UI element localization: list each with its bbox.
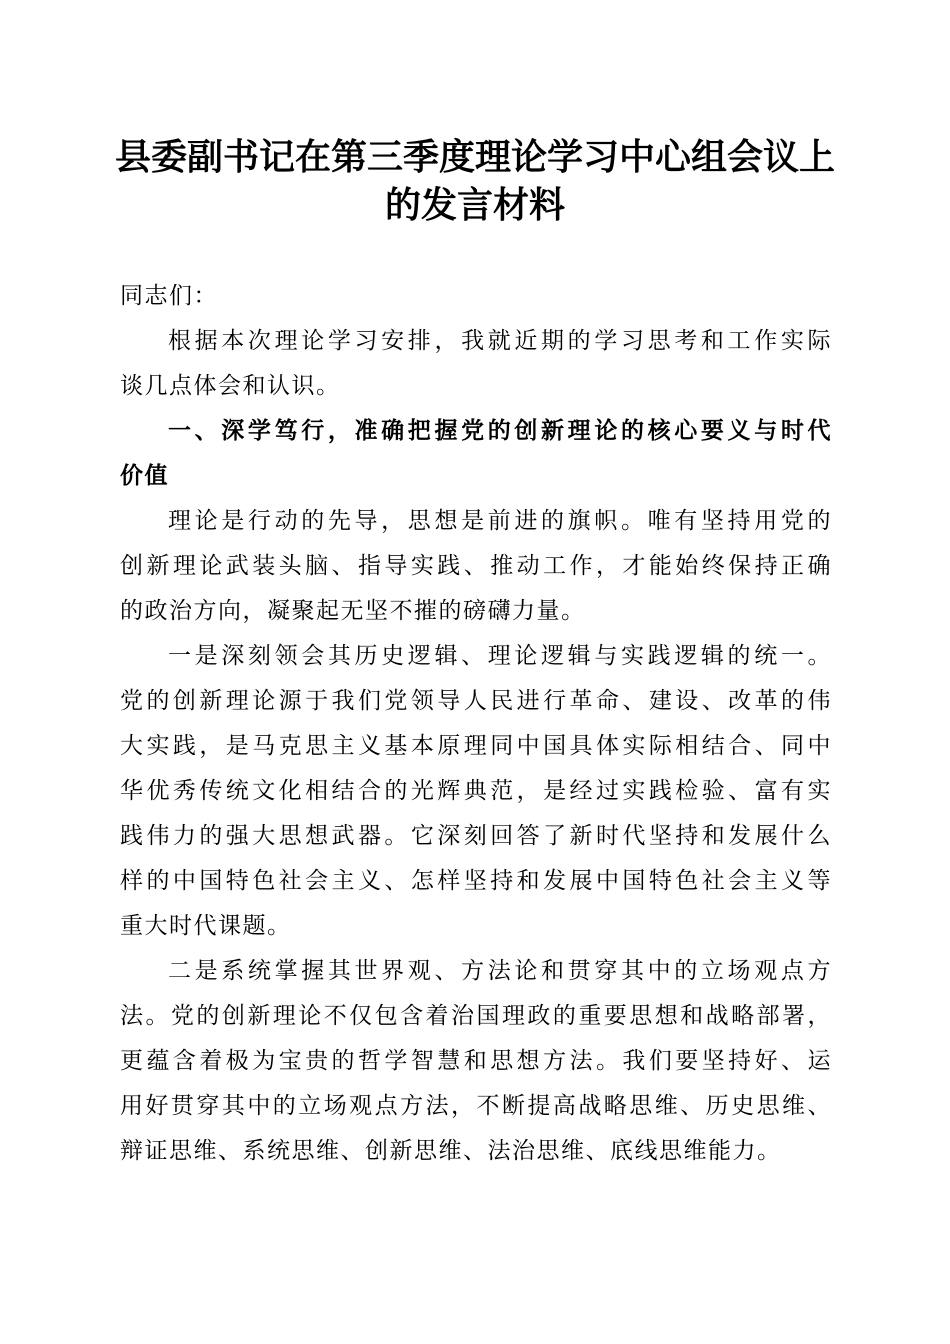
point-one-paragraph bbox=[120, 634, 832, 949]
intro-paragraph bbox=[120, 319, 832, 409]
document-title bbox=[100, 133, 850, 229]
text-line: 谈几点体会和认识。 bbox=[120, 373, 341, 399]
text-line: 践伟力的强大思想武器。它深刻回答了新时代坚持和发展什么 bbox=[120, 823, 832, 849]
text-line: 样的中国特色社会主义、怎样坚持和发展中国特色社会主义等 bbox=[120, 868, 832, 894]
text-line: 大实践，是马克思主义基本原理同中国具体实际相结合、同中 bbox=[120, 733, 832, 759]
text-line: 辩证思维、系统思维、创新思维、法治思维、底线思维能力。 bbox=[120, 1138, 782, 1164]
text-line: 法。党的创新理论不仅包含着治国理政的重要思想和战略部署， bbox=[120, 1003, 832, 1029]
salutation bbox=[120, 274, 832, 319]
text-line: 二是系统掌握其世界观、方法论和贯穿其中的立场观点方 bbox=[168, 958, 832, 984]
text-line: 理论是行动的先导，思想是前进的旗帜。唯有坚持用党的 bbox=[168, 508, 832, 534]
title-line: 县委副书记在第三季度理论学习中心组会议上 bbox=[114, 136, 835, 178]
text-line: 华优秀传统文化相结合的光辉典范，是经过实践检验、富有实 bbox=[120, 778, 832, 804]
text-line: 一是深刻领会其历史逻辑、理论逻辑与实践逻辑的统一。 bbox=[168, 643, 832, 669]
section-heading bbox=[120, 409, 832, 499]
text-line: 更蕴含着极为宝贵的哲学智慧和思想方法。我们要坚持好、运 bbox=[120, 1048, 832, 1074]
text-line: 同志们： bbox=[120, 283, 218, 309]
text-line: 的政治方向，凝聚起无坚不摧的磅礴力量。 bbox=[120, 598, 586, 624]
text-line: 用好贯穿其中的立场观点方法，不断提高战略思维、历史思维、 bbox=[120, 1093, 832, 1119]
text-line: 党的创新理论源于我们党领导人民进行革命、建设、改革的伟 bbox=[120, 688, 832, 714]
section-intro-paragraph bbox=[120, 499, 832, 634]
document-body bbox=[120, 274, 832, 1174]
text-line: 创新理论武装头脑、指导实践、推动工作，才能始终保持正确 bbox=[120, 553, 832, 579]
text-line: 价值 bbox=[120, 463, 169, 489]
text-line: 根据本次理论学习安排，我就近期的学习思考和工作实际 bbox=[168, 328, 832, 354]
text-line: 一、深学笃行，准确把握党的创新理论的核心要义与时代 bbox=[168, 418, 832, 444]
text-line: 重大时代课题。 bbox=[120, 913, 292, 939]
point-two-paragraph bbox=[120, 949, 832, 1174]
title-line: 的发言材料 bbox=[384, 184, 565, 226]
